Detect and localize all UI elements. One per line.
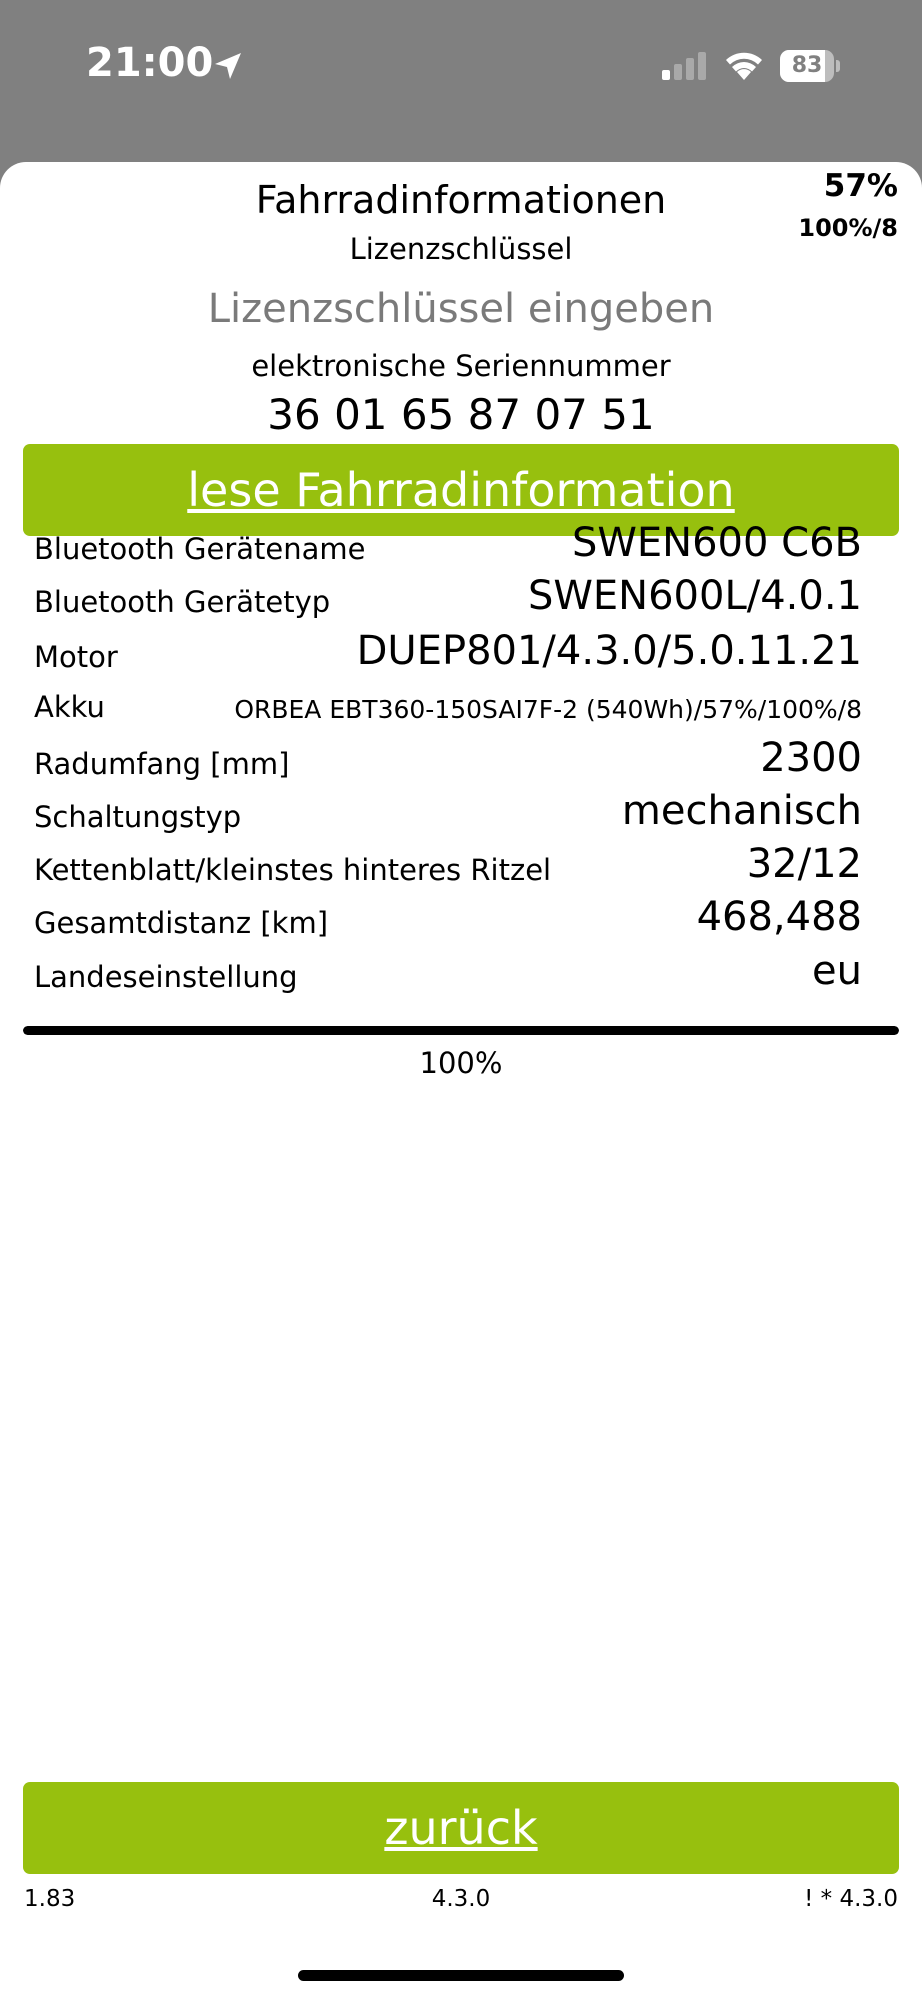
info-row-label: Motor xyxy=(34,640,118,674)
info-row-label: Kettenblatt/kleinstes hinteres Ritzel xyxy=(34,853,552,887)
battery-level: 83 xyxy=(791,53,823,78)
info-row-label: Gesamtdistanz [km] xyxy=(34,906,329,940)
page-subtitle: Lizenzschlüssel xyxy=(349,232,573,266)
info-row-label: Bluetooth Gerätetyp xyxy=(34,585,331,619)
info-row-label: Landeseinstellung xyxy=(34,960,298,994)
update-status: ! * 4.3.0 xyxy=(804,1886,898,1912)
home-indicator[interactable] xyxy=(298,1970,624,1981)
status-time: 21:00 xyxy=(86,40,214,86)
info-row-label: Bluetooth Gerätename xyxy=(34,532,366,566)
info-row-value: mechanisch xyxy=(621,788,862,834)
read-bike-info-button[interactable]: lese Fahrradinformation xyxy=(23,444,899,536)
info-row-battery xyxy=(34,682,862,724)
wifi-icon xyxy=(722,46,766,82)
info-row-chainring-sprocket xyxy=(34,841,862,887)
battery-icon xyxy=(780,50,840,84)
serial-number-value: 36 01 65 87 07 51 xyxy=(267,390,655,439)
serial-number-label: elektronische Seriennummer xyxy=(251,349,671,383)
info-row-shifting-type xyxy=(34,788,862,834)
firmware-version: 4.3.0 xyxy=(431,1886,491,1912)
info-row-value: ORBEA EBT360-150SAI7F-2 (540Wh)/57%/100%/8 xyxy=(234,695,862,724)
bike-info-sheet xyxy=(0,162,922,2000)
info-row-country-setting xyxy=(34,948,862,994)
info-row-label: Radumfang [mm] xyxy=(34,747,290,781)
license-key-input[interactable]: Lizenzschlüssel eingeben xyxy=(207,286,715,332)
info-row-label: Akku xyxy=(34,690,105,724)
info-row-motor xyxy=(34,628,862,674)
status-bar xyxy=(0,0,922,160)
progress-label: 100% xyxy=(419,1046,503,1080)
back-button[interactable]: zurück xyxy=(23,1782,899,1874)
progress-fill xyxy=(23,1026,899,1035)
page-title: Fahrradinformationen xyxy=(255,178,667,222)
info-row-value: 32/12 xyxy=(746,841,862,887)
info-row-wheel-circumference xyxy=(34,735,862,781)
info-row-value: SWEN600 C6B xyxy=(571,520,862,566)
info-row-value: SWEN600L/4.0.1 xyxy=(527,573,862,619)
app-version: 1.83 xyxy=(24,1886,76,1912)
info-row-value: DUEP801/4.3.0/5.0.11.21 xyxy=(356,628,862,674)
info-row-value: eu xyxy=(812,948,862,994)
info-row-total-distance xyxy=(34,894,862,940)
info-row-bluetooth-type xyxy=(34,573,862,619)
battery-detail: 100%/8 xyxy=(798,214,898,242)
battery-percent: 57% xyxy=(823,168,898,204)
info-row-label: Schaltungstyp xyxy=(34,800,242,834)
location-arrow-icon xyxy=(212,50,244,82)
info-row-value: 2300 xyxy=(760,735,862,781)
info-row-bluetooth-name xyxy=(34,520,862,566)
cellular-signal-icon xyxy=(660,50,708,82)
info-row-value: 468,488 xyxy=(696,894,862,940)
progress-bar xyxy=(23,1026,899,1035)
